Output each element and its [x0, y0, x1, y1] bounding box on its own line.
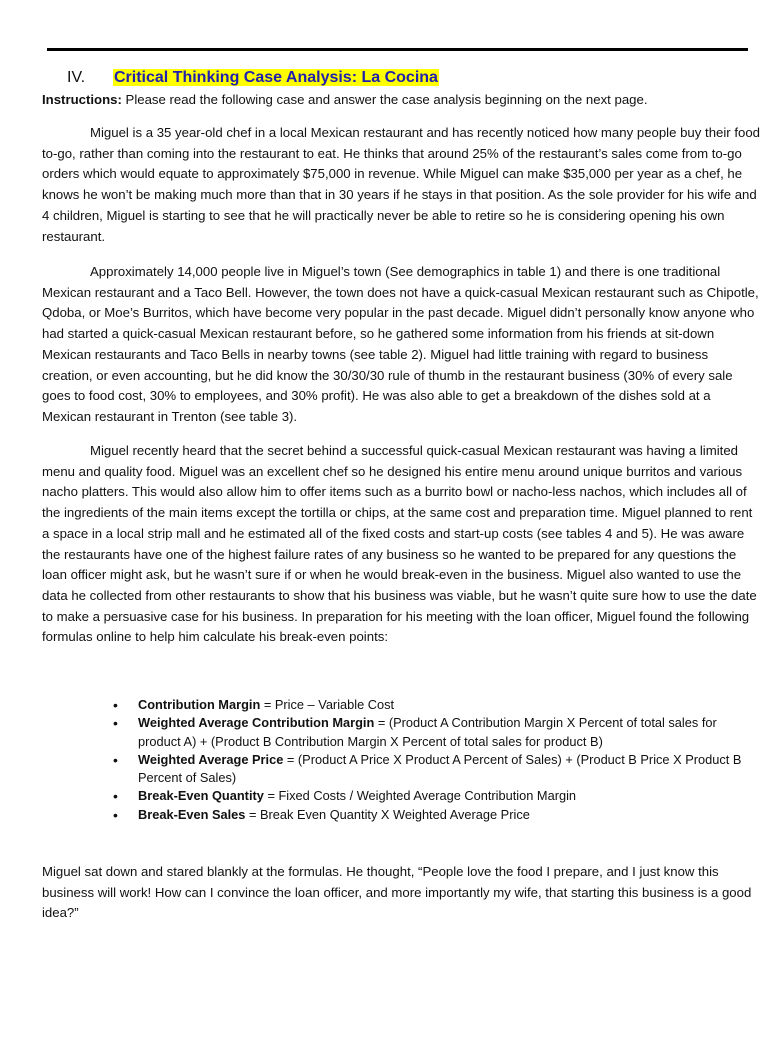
formula-term: Contribution Margin: [138, 697, 261, 712]
list-item: [113, 806, 753, 824]
section-title: Critical Thinking Case Analysis: La Cocina: [114, 69, 438, 86]
bullet-icon: •: [113, 697, 118, 713]
formula-definition: = (Product A Contribution Margin X Percent of total sales for product A) + (Product B Contribution Margin X Percent of total sales for product B): [138, 715, 717, 749]
top-horizontal-rule: [47, 48, 748, 51]
bullet-icon: •: [113, 715, 118, 732]
closing-paragraph: Miguel sat down and stared blankly at the formulas. He thought, “People love the food I prepare, and I just know this business will work! How can I convince the loan officer, and more importantly my wife, that starting this business is a good idea?”: [42, 864, 752, 921]
instructions: [42, 90, 762, 111]
formula-term: Break-Even Quantity: [138, 788, 264, 804]
section-number: IV.: [67, 69, 86, 86]
bullet-icon: •: [113, 788, 118, 805]
case-paragraph-2: Approximately 14,000 people live in Miguel’s town (See demographics in table 1) and there is one traditional Mexican restaurant and a Taco Bell. However, the town does not have a quick-casual Mexican restaurant such as Chipotle, Qdoba, or Moe’s Burritos, which have become very popular in the past decade. Miguel didn’t personally know anyone who had started a quick-casual Mexican restaurant before, so he gathered some information from his friends at sit-down Mexican restaurants and Taco Bells in nearby towns (see table 2). Miguel had little training with regard to business creation, or even accounting, but he did know the 30/30/30 rule of thumb in the restaurant business (30% of every sale goes to food cost, 30% to employees, and 30% profit). He was also able to get a breakdown of the dishes sold at a Mexican restaurant in Trenton (see table 3).: [42, 264, 759, 424]
formula-list: [113, 696, 753, 824]
formula-definition: = Fixed Costs / Weighted Average Contribution Margin: [263, 788, 577, 804]
formula-definition: = Break Even Quantity X Weighted Average Price: [245, 806, 530, 822]
formula-term: Break-Even Sales: [138, 806, 246, 822]
list-item: [113, 787, 753, 805]
case-paragraph-1: Miguel is a 35 year-old chef in a local Mexican restaurant and has recently noticed how many people buy their food to-go, rather than coming into the restaurant to eat. He thinks that around 25% of the restaurant’s sales come from to-go orders which would equate to approximately $75,000 in revenue. While Miguel can make $35,000 per year as a chef, he knows he won’t be making much more than that in 30 years if he stays in that position. As the sole provider for his wife and 4 children, Miguel is starting to see that he will practically never be able to retire so he is considering opening his own restaurant.: [42, 125, 761, 244]
formula-definition: = Price – Variable Cost: [260, 697, 395, 712]
instructions-label: Instructions:: [42, 92, 122, 107]
bullet-icon: •: [113, 806, 118, 823]
section-heading: [67, 67, 439, 89]
list-item: [113, 696, 753, 714]
formula-term: Weighted Average Price: [138, 751, 284, 767]
instructions-text: Please read the following case and answer the case analysis beginning on the next page.: [121, 92, 648, 107]
list-item: [113, 714, 753, 751]
formula-term: Weighted Average Contribution Margin: [138, 715, 375, 731]
bullet-icon: •: [113, 751, 118, 768]
case-paragraph-3: Miguel recently heard that the secret behind a successful quick-casual Mexican restaurant was having a limited menu and quality food. Miguel was an excellent chef so he designed his entire menu around unique burritos and various nacho platters. This would also allow him to offer items such as a burrito bowl or nacho-less nachos, which includes all of the ingredients of the main items except the tortilla or chips, at the same cost and preparation time. Miguel planned to rent a space in a local strip mall and he estimated all of the fixed costs and start-up costs (see tables 4 and 5). He was aware the restaurants have one of the highest failure rates of any business so he wanted to be prepared for any questions the loan officer might ask, but he wasn’t sure if or when he would break-even in the business. Miguel also wanted to use the data he collected from other restaurants to show that his business was viable, but he wasn’t quite sure how to use the date to make a persuasive case for his business. In preparation for his meeting with the loan officer, Miguel found the following formulas online to help him calculate his break-even points:: [42, 443, 757, 645]
list-item: [113, 751, 753, 788]
formula-definition: = (Product A Price X Product A Percent of Sales) + (Product B Price X Product B Percent of Sales): [138, 751, 742, 786]
